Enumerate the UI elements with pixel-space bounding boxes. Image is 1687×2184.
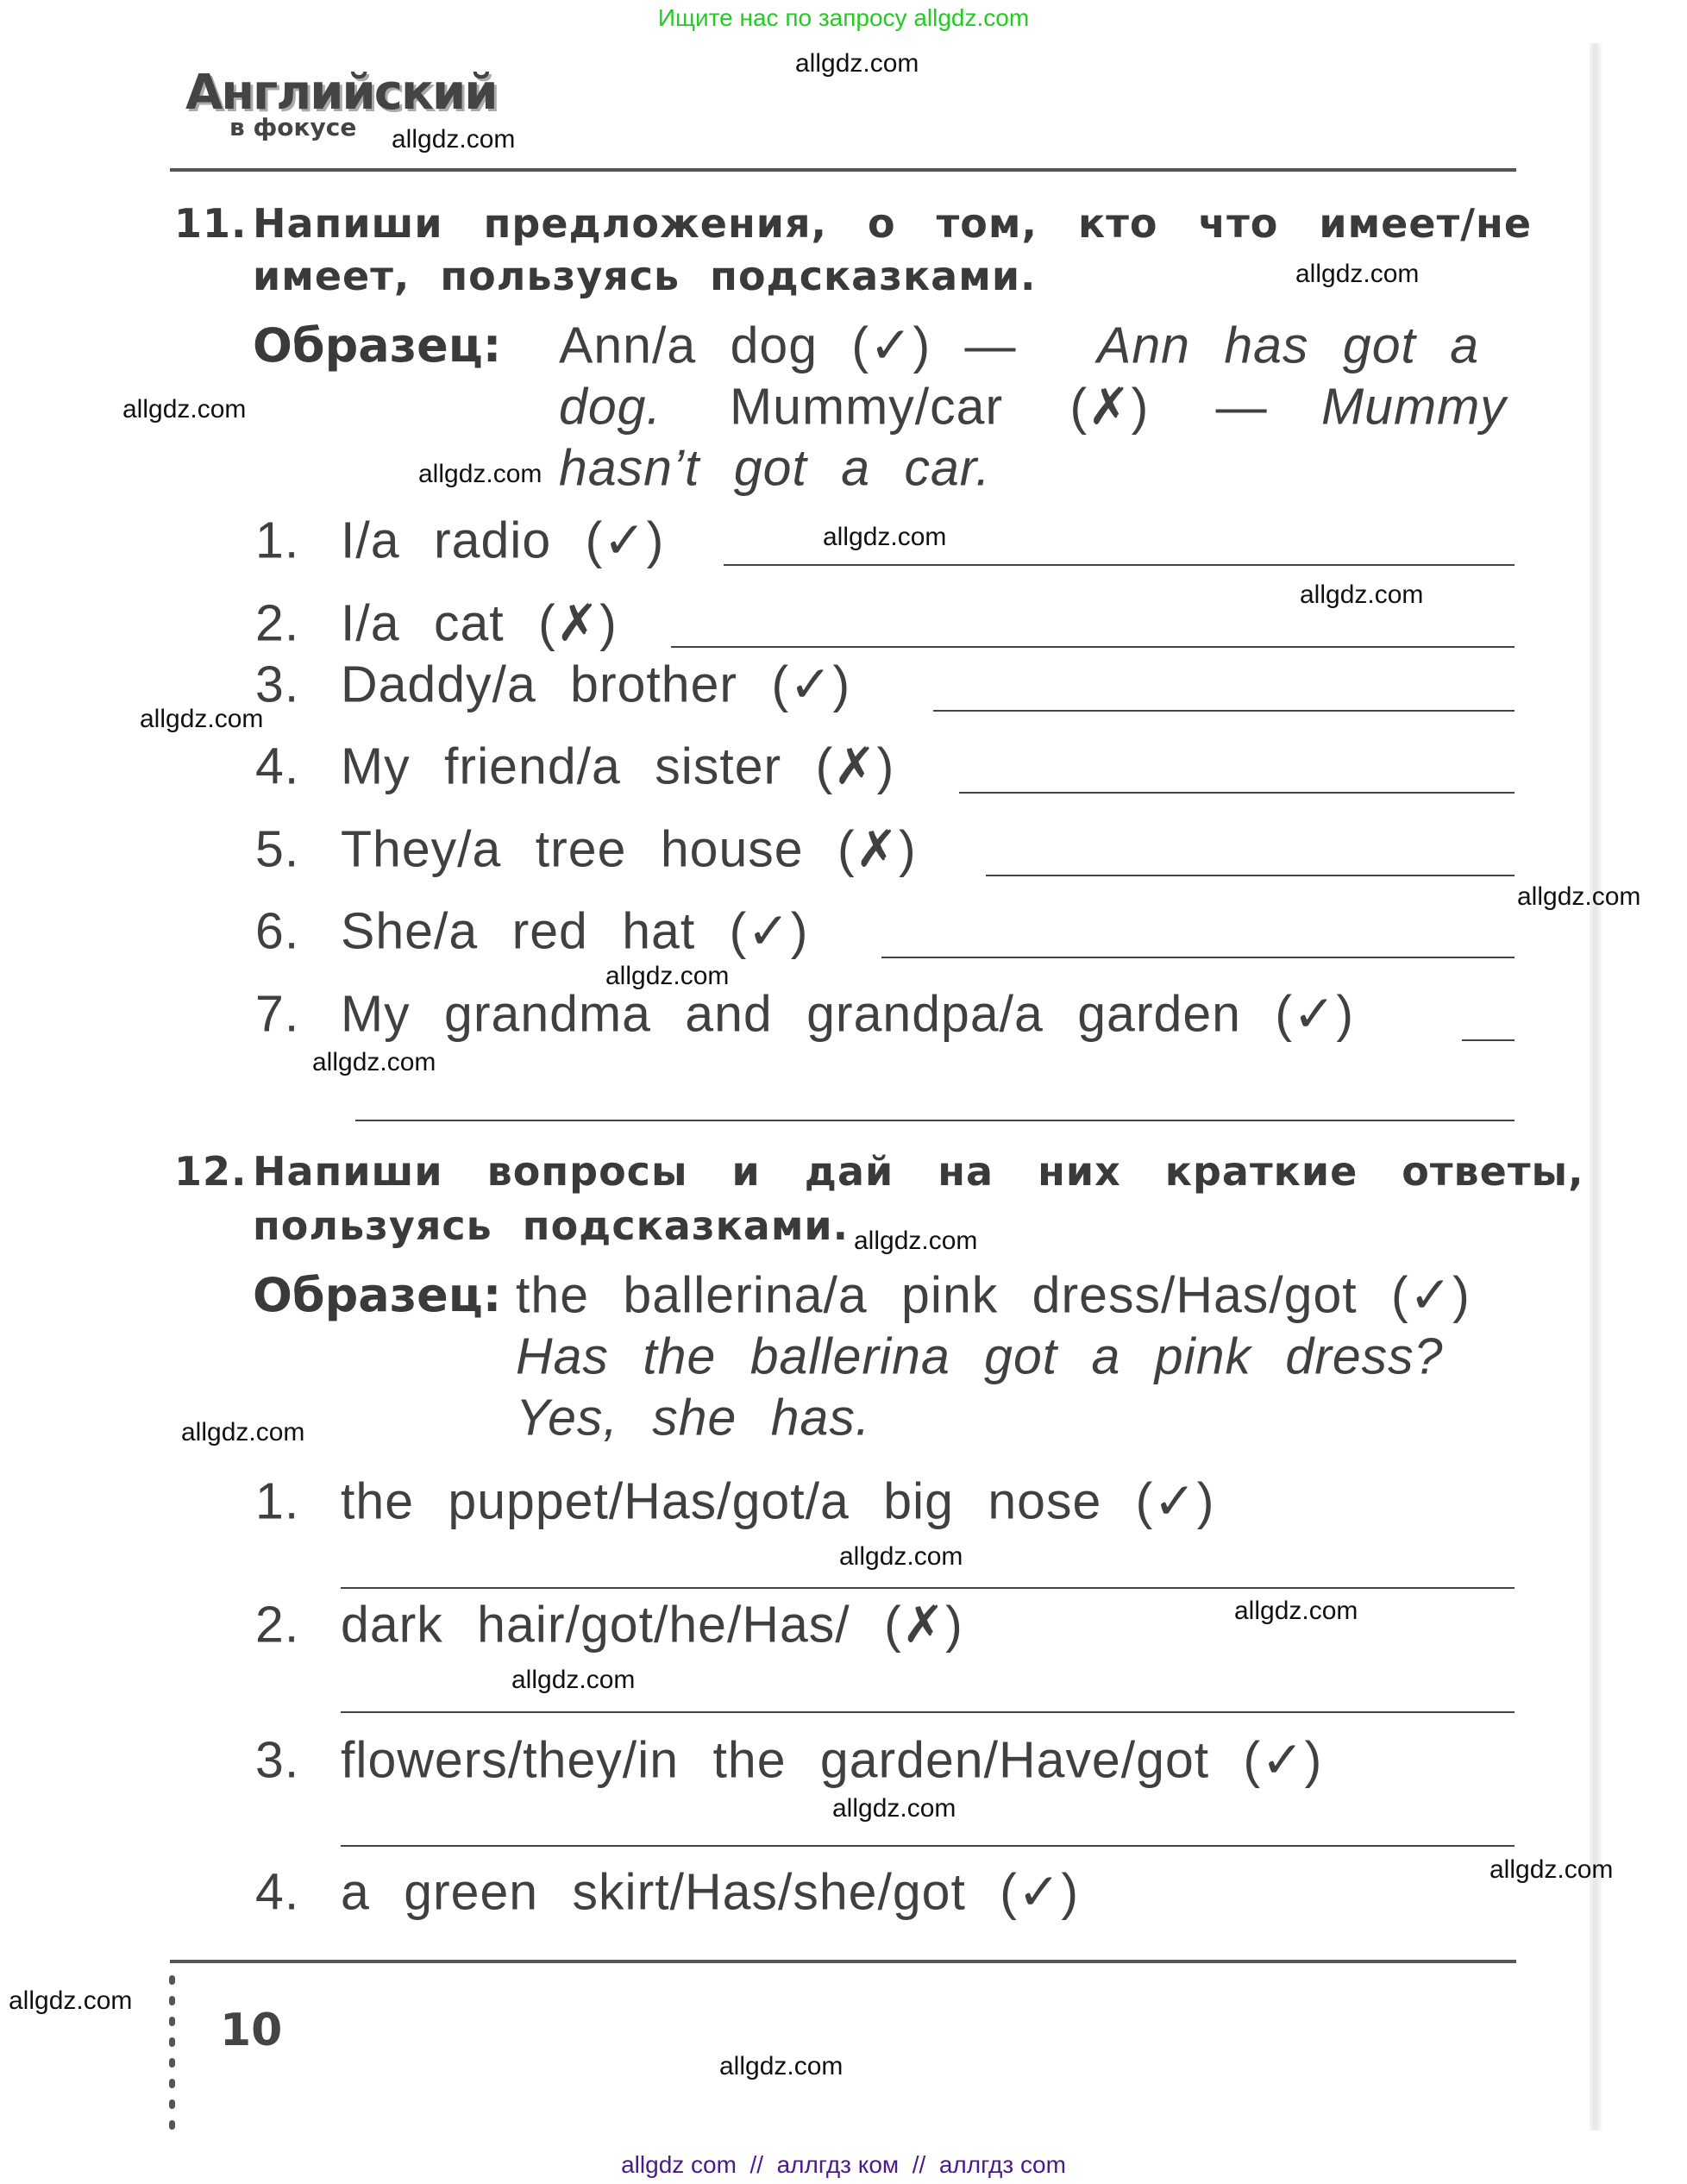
page-edge-shadow [1590,43,1602,2131]
logo-subtitle: в фокусе [229,113,357,141]
item-prompt: flowers/they/in the garden/Have/got (✓) [341,1731,1323,1789]
watermark: allgdz.com [839,1542,963,1571]
watermark: allgdz.com [1489,1855,1614,1884]
item-prompt: I/a radio (✓) [341,511,665,569]
item-prompt: dark hair/got/he/Has/ (✗) [341,1596,963,1654]
exercise-heading: имеет, пользуясь подсказками. [253,253,1037,299]
watermark: allgdz.com [795,49,919,78]
answer-line[interactable] [724,564,1515,566]
watermark: allgdz.com [1234,1597,1358,1625]
exercise-heading: Напиши предложения, о том, кто что имеет/не [253,200,1533,247]
item-number: 5. [255,820,300,878]
item-prompt: They/a tree house (✗) [341,820,917,878]
watermark: allgdz.com [122,395,247,424]
answer-line[interactable] [341,1711,1515,1713]
exercise-number: 11. [174,200,248,247]
answer-line[interactable] [986,875,1515,876]
watermark: allgdz.com [1300,581,1424,609]
watermark: allgdz.com [9,1986,133,2015]
watermark: allgdz.com [854,1227,978,1255]
answer-line[interactable] [881,957,1515,958]
watermark: allgdz.com [511,1666,636,1694]
watermark: allgdz.com [1517,882,1641,911]
answer-line[interactable] [355,1120,1515,1121]
watermark: allgdz.com [832,1794,956,1823]
footer-rule [170,1960,1516,1963]
watermark: allgdz.com [392,125,516,154]
sample-answer: hasn’t got a car. [559,439,991,497]
item-number: 2. [255,594,300,652]
sample-answer: Mummy [1321,378,1507,436]
watermark: allgdz.com [140,705,264,733]
sample-text: Mummy/car (✗) — [730,378,1268,436]
sample-label: Образец: [253,1268,502,1322]
answer-line[interactable] [1462,1039,1515,1041]
answer-line[interactable] [671,646,1515,648]
watermark: allgdz.com [181,1418,305,1447]
exercise-heading: пользуясь подсказками. [253,1202,850,1249]
logo-title: Английский [185,65,497,121]
exercise-number: 12. [174,1148,248,1195]
item-prompt: Daddy/a brother (✓) [341,656,851,713]
item-prompt: I/a cat (✗) [341,594,618,652]
item-number: 3. [255,1731,300,1789]
answer-line[interactable] [933,710,1515,712]
item-number: 1. [255,1472,300,1530]
item-number: 2. [255,1596,300,1654]
exercise-heading: Напиши вопросы и дай на них краткие ответы, [253,1148,1584,1195]
page-number: 10 [220,2005,283,2056]
sample-answer: Ann has got a [1097,317,1480,374]
item-prompt: My grandma and grandpa/a garden (✓) [341,985,1355,1043]
item-prompt: a green skirt/Has/she/got (✓) [341,1863,1080,1921]
watermark: allgdz.com [1295,260,1420,288]
sample-label: Образец: [253,318,502,373]
item-prompt: She/a red hat (✓) [341,902,809,960]
header-rule [170,168,1516,172]
sample-answer: dog. [559,378,662,436]
item-number: 6. [255,902,300,960]
sample-text: the ballerina/a pink dress/Has/got (✓) [516,1266,1471,1324]
watermark: allgdz.com [312,1048,436,1076]
watermark: allgdz.com [719,2052,844,2080]
sample-answer: Has the ballerina got a pink dress? [516,1327,1444,1385]
answer-line[interactable] [341,1587,1515,1589]
answer-line[interactable] [959,792,1515,794]
footer-banner[interactable]: allgdz com // аллгдз ком // аллгдз com [621,2151,1066,2178]
sample-answer: Yes, she has. [516,1389,871,1447]
top-banner[interactable]: Ищите нас по запросу allgdz.com [657,4,1030,31]
watermark: allgdz.com [823,523,947,551]
sample-text: Ann/a dog (✓) — [559,317,1017,374]
item-number: 3. [255,656,300,713]
watermark: allgdz.com [418,460,542,488]
answer-line[interactable] [341,1845,1515,1847]
item-number: 7. [255,985,300,1043]
item-number: 4. [255,737,300,795]
item-number: 1. [255,511,300,569]
item-number: 4. [255,1863,300,1921]
item-prompt: My friend/a sister (✗) [341,737,895,795]
watermark: allgdz.com [605,962,730,990]
item-prompt: the puppet/Has/got/a big nose (✓) [341,1472,1215,1530]
